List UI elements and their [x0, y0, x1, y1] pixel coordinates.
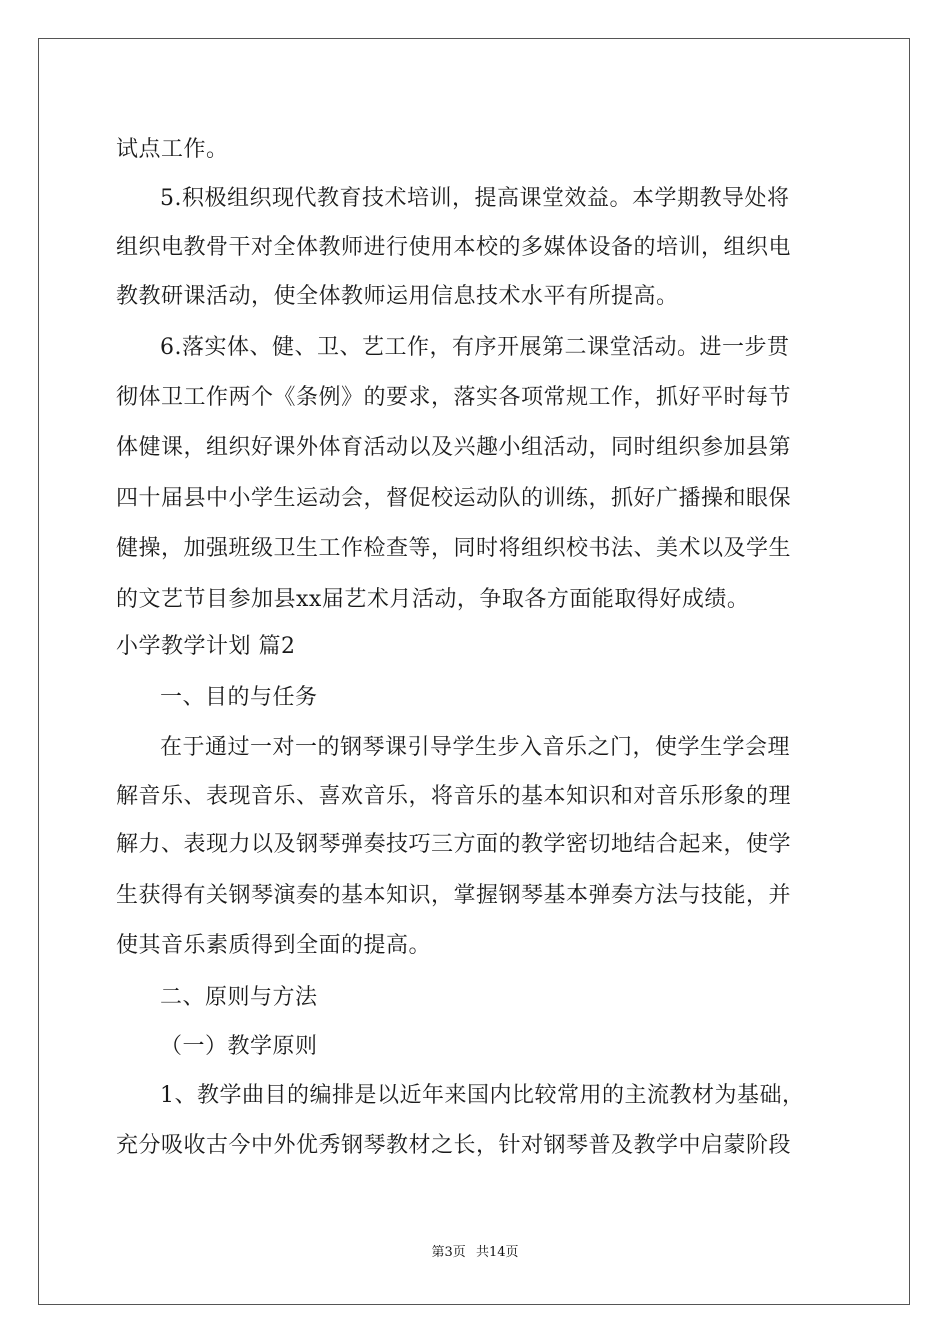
subsection-heading: 二、原则与方法	[160, 985, 318, 1010]
paragraph-line: 组织电教骨干对全体教师进行使用本校的多媒体设备的培训，组织电	[116, 235, 792, 260]
paragraph-line: 使其音乐素质得到全面的提高。	[116, 933, 432, 958]
page-number: 第3页	[431, 1245, 466, 1260]
paragraph-line: 彻体卫工作两个《条例》的要求，落实各项常规工作，抓好平时每节	[116, 385, 792, 410]
paragraph-line: 生获得有关钢琴演奏的基本知识，掌握钢琴基本弹奏方法与技能，并	[116, 883, 792, 908]
paragraph-line: 体健课，组织好课外体育活动以及兴趣小组活动，同时组织参加县第	[116, 435, 792, 460]
paragraph-line: 1、教学曲目的编排是以近年来国内比较常用的主流教材为基础，	[160, 1083, 805, 1108]
paragraph-line: 解力、表现力以及钢琴弹奏技巧三方面的教学密切地结合起来，使学	[116, 832, 792, 857]
paragraph-line: 教教研课活动，使全体教师运用信息技术水平有所提高。	[116, 284, 679, 309]
paragraph-line: 的文艺节目参加县xx届艺术月活动，争取各方面能取得好成绩。	[116, 587, 750, 612]
paragraph-line: 试点工作。	[116, 137, 229, 162]
paragraph-line: 6.落实体、健、卫、艺工作，有序开展第二课堂活动。进一步贯	[160, 335, 790, 360]
subsection-heading: （一）教学原则	[160, 1034, 318, 1059]
page-border	[38, 38, 910, 1305]
paragraph-line: 解音乐、表现音乐、喜欢音乐，将音乐的基本知识和对音乐形象的理	[116, 784, 792, 809]
page-total: 共14页	[475, 1245, 519, 1260]
paragraph-line: 在于通过一对一的钢琴课引导学生步入音乐之门，使学生学会理	[160, 735, 791, 760]
paragraph-line: 5.积极组织现代教育技术培训，提高课堂效益。本学期教导处将	[160, 186, 790, 211]
paragraph-line: 健操，加强班级卫生工作检查等，同时将组织校书法、美术以及学生	[116, 536, 792, 561]
paragraph-line: 充分吸收古今中外优秀钢琴教材之长，针对钢琴普及教学中启蒙阶段	[116, 1133, 792, 1158]
paragraph-line: 四十届县中小学生运动会，督促校运动队的训练，抓好广播操和眼保	[116, 486, 792, 511]
section-heading: 小学教学计划 篇2	[116, 634, 296, 659]
subsection-heading: 一、目的与任务	[160, 685, 318, 710]
page-footer	[0, 1244, 950, 1262]
